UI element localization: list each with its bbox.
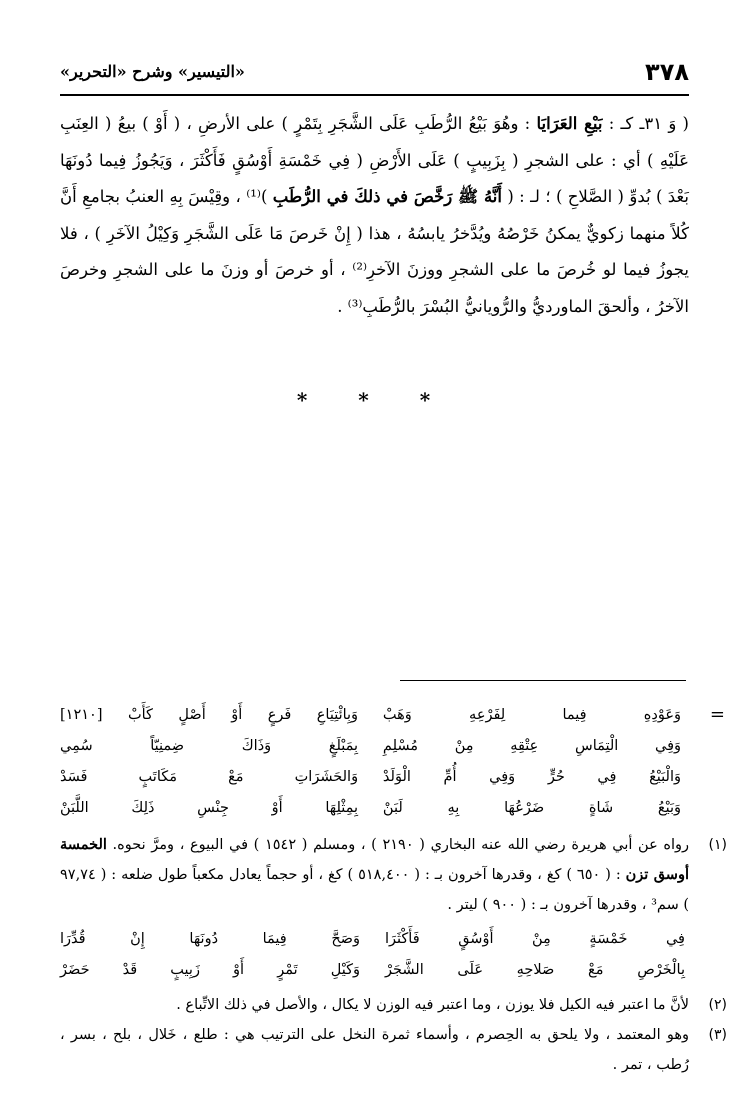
verse-line bbox=[60, 955, 689, 986]
page-header bbox=[60, 58, 689, 96]
footnote-text: وهو المعتمد ، ولا يلحق به الحِصرم ، وأسماء ثمرة النخل على الترتيب هي : طلع ، خَلال ، بلح ، بسر ، رُطب ، تمر . bbox=[60, 1027, 689, 1073]
footnote-number: (١) bbox=[708, 837, 727, 853]
verse-first-hemistich: فِي خَمْسَةٍ مِنْ أَوْسُقٍ فَأَكْثَرَا bbox=[385, 931, 685, 947]
verse-second-hemistich: وَكَيْلِ تَمْرٍ أَوْ زَبِيبٍ قَدْ حَضَرْ bbox=[60, 962, 360, 978]
verse-line bbox=[60, 762, 689, 793]
verse-line bbox=[60, 793, 689, 824]
footnote-1 bbox=[60, 830, 727, 986]
footnote-3 bbox=[60, 1020, 727, 1080]
text-run: )⁽¹⁾ ، وقِيْسَ بِهِ العنبُ بجامعِ أَنَّ كُلاً منهما زكويٌّ يمكنُ خَرْصُهُ ويُدَّخرُ يابسُهُ ، هذا ( إِنْ خَرصَ مَا عَلَى الشَّجَرِ وَكِيْلُ الآخَرِ ) ، فلا يجوزُ فيما لو خُرصَ ما على الشجرِ ووزنَ الآخرِ⁽²⁾ ، أو خرصَ أو وزنَ ما على الشجرِ وخرصَ الآخرُ ، وألحقَ الماورديُّ والرُّويانيُّ البُسْرَ بالرُّطَبِ⁽³⁾ . bbox=[60, 187, 689, 316]
verse-second-hemistich: وَبِائْتِيَاعِ فَرعٍ أَوْ أَصْلٍ كَأَبْ [١٢١٠] bbox=[60, 707, 359, 723]
verse-second-hemistich: وَصَحَّ فِيمَا دُونَهَا إِنْ قُدِّرَا bbox=[60, 931, 360, 947]
verse-second-hemistich: بِمِثْلِهَا أَوْ جِنْسِ ذَلِكَ اللَّبَنْ bbox=[60, 800, 359, 816]
verse-second-hemistich: بِمَبْلَغٍ وَذَاكَ ضِمنِيّاً سُمِي bbox=[60, 738, 359, 754]
verse-first-hemistich: وَبَيْعُ شَاةٍ ضَرْعُهَا بِهِ لَبَنْ bbox=[382, 800, 681, 816]
verse-first-hemistich: وَالْبَيْعُ فِي حُرٍّ وَفِي أُمِّ الْوَلَدْ bbox=[382, 769, 681, 785]
footnote-text: رواه عن أبي هريرة رضي الله عنه البخاري ( ٢١٩٠ ) ، ومسلم ( ١٥٤٢ ) في البيوع ، ومرَّ نحوه. bbox=[106, 837, 689, 853]
continuation-marker: = bbox=[709, 704, 725, 725]
text-run: : وهُوَ بَيْعُ الرُّطَبِ عَلَى الشَّجَرِ بِتَمْرٍ ) على الأرضِ ، ( أَوْ ) بيعُ ( العِنَبِ عَلَيْهِ ) أي : على الشجرِ ( بِزَبِيبٍ ) عَلَى الأَرْضِ ( فِي خَمْسَةِ أَوْسُقٍ فَأَكْثَرَ ، وَيَجُوزُ فِيما دُونَهَا بَعْدَ ) بُدوِّ ( الصَّلاحِ ) ؛ لـ : ( bbox=[60, 114, 689, 206]
verse-line bbox=[60, 700, 689, 731]
footnote-text: لأنَّ ما اعتبر فيه الكيل فلا يوزن ، وما اعتبر فيه الوزن لا يكال ، والأصل في ذلك الاتِّباع . bbox=[176, 997, 689, 1013]
footnote-number: (٢) bbox=[708, 997, 727, 1013]
footnote-verses bbox=[60, 924, 689, 986]
poem-continuation bbox=[60, 700, 725, 830]
page-number: ٣٧٨ bbox=[645, 58, 689, 86]
main-text bbox=[60, 106, 689, 325]
main-paragraph bbox=[60, 106, 689, 325]
verse-second-hemistich: وَالحَشَرَاتِ مَعْ مَكَاتَبٍ فَسَدْ bbox=[60, 769, 359, 785]
hadith-quote: أَنَّهُ ﷺ رَخَّصَ في ذلكَ في الرُّطَبِ bbox=[272, 187, 502, 206]
footnote-bold-term: الخمسة أوسق تزن bbox=[60, 836, 689, 883]
footnote-number: (٣) bbox=[708, 1027, 727, 1043]
verse-line bbox=[60, 924, 689, 955]
footnote-text: : ( ٦٥٠ ) كغ ، وقدرها آخرون بـ : ( ٥١٨,٤٠٠ ) كغ ، أو حجماً يعادل مكعباً طول ضلعه : ( ٩٧,٧٤ ) سم³ ، وقدرها آخرون بـ : ( ٩٠٠ ) ليتر . bbox=[60, 867, 689, 913]
section-separator: * * * bbox=[296, 388, 453, 412]
running-title: «التيسير» وشرح «التحرير» bbox=[60, 62, 245, 81]
footnote-rule bbox=[400, 680, 686, 681]
text-run: ( وَ ٣١ـ كـ : bbox=[602, 114, 689, 133]
verse-line bbox=[60, 731, 689, 762]
footnote-2 bbox=[60, 990, 727, 1020]
verse-first-hemistich: وَفِي الْتِمَاسِ عِتْقِهِ مِنْ مُسْلِمِ bbox=[382, 738, 681, 754]
verse-first-hemistich: وَعَوْدِهِ فِيما لِفَرْعِهِ وَهَبْ bbox=[382, 707, 681, 723]
footnotes bbox=[60, 700, 727, 1080]
chapter-heading: بَيْعِ العَرَايَا bbox=[536, 114, 603, 133]
verse-first-hemistich: بِالْخَرْصِ مَعْ صَلاحِهِ عَلَى الشَّجَرْ bbox=[385, 962, 685, 978]
